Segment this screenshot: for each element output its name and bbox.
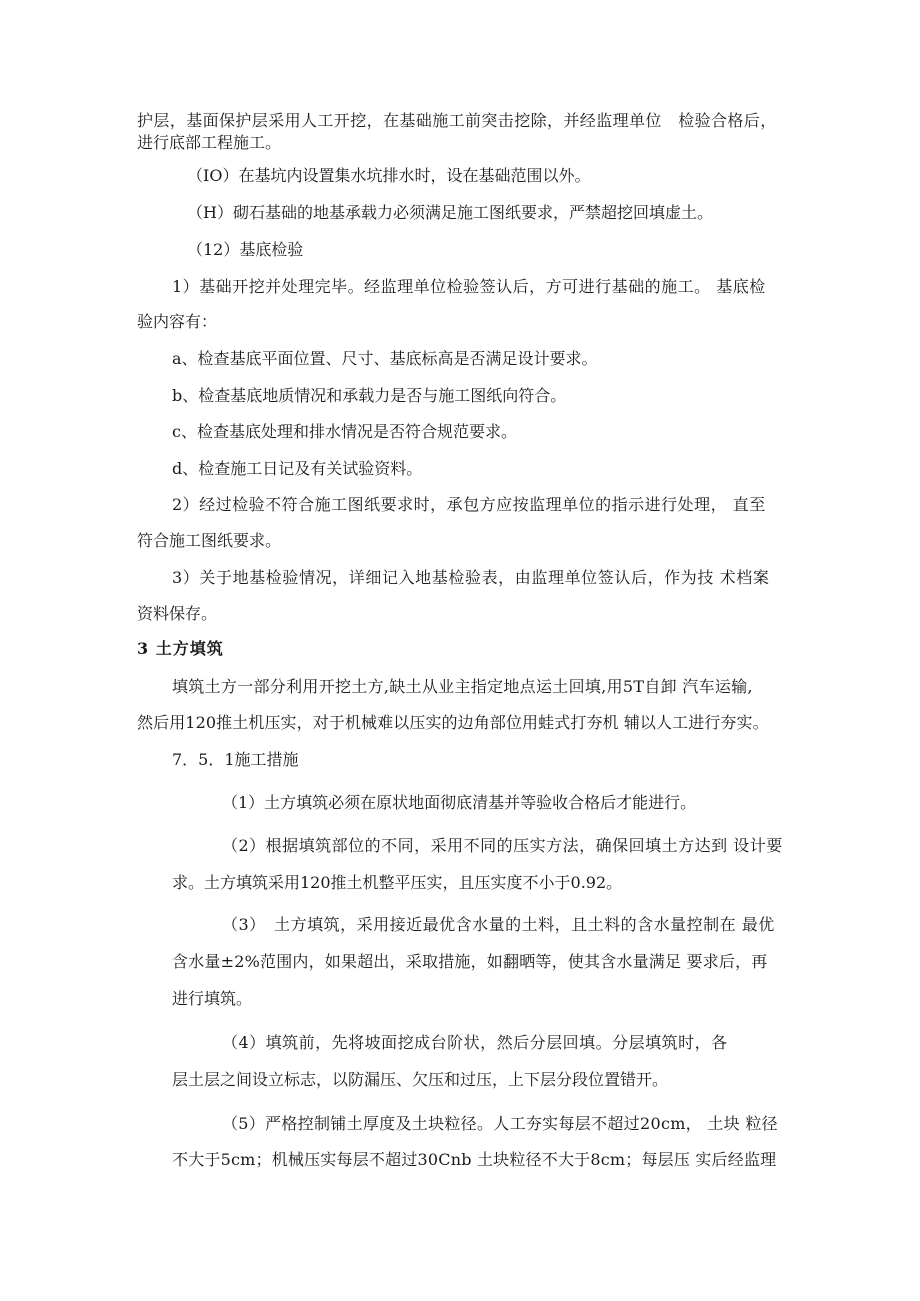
text-line: （H）砌石基础的地基承载力必须满足施工图纸要求，严禁超挖回填虚土。	[187, 203, 713, 222]
text-line: 进行底部工程施工。	[137, 133, 282, 152]
text-line: 求。土方填筑采用120推土机整平压实，且压实度不小于0.92。	[172, 873, 623, 892]
subsection-heading: 7．5．1施工措施	[172, 750, 299, 769]
text-line: 层土层之间设立标志，以防漏压、欠压和过压，上下层分段位置错开。	[172, 1070, 669, 1089]
text-line: 验内容有：	[137, 312, 218, 331]
text-line: （4）填筑前，先将坡面挖成台阶状，然后分层回填。分层填筑时，各	[222, 1033, 728, 1052]
text-line: 护层，基面保护层采用人工开挖，在基础施工前突击挖除，并经监理单位 检验合格后，	[137, 111, 777, 130]
text-line: （1）土方填筑必须在原状地面彻底清基并等验收合格后才能进行。	[222, 793, 697, 812]
text-line: 不大于5cm；机械压实每层不超过30Cnb 土块粒径不大于8cm；每层压 实后经监理	[172, 1150, 777, 1169]
text-line: 填筑土方一部分利用开挖土方,缺土从业主指定地点运土回填,用5T自卸 汽车运输,	[172, 677, 753, 696]
text-line: d、检查施工日记及有关试验资料。	[172, 459, 423, 478]
text-line: a、检查基底平面位置、尺寸、基底标高是否满足设计要求。	[172, 349, 598, 368]
text-line: （IO）在基坑内设置集水坑排水时，设在基础范围以外。	[187, 166, 591, 185]
text-line: c、检查基底处理和排水情况是否符合规范要求。	[172, 422, 517, 441]
text-line: （5）严格控制铺土厚度及土块粒径。人工夯实每层不超过20cm， 土块 粒径	[222, 1114, 778, 1133]
text-line: （2）根据填筑部位的不同，采用不同的压实方法，确保回填土方达到 设计要	[222, 836, 783, 855]
text-line: b、检查基底地质情况和承载力是否与施工图纸向符合。	[172, 386, 567, 405]
text-line: 含水量±2%范围内，如果超出，采取措施，如翻晒等，使其含水量满足 要求后，再	[172, 952, 768, 971]
text-line: （3） 土方填筑，采用接近最优含水量的土料，且土料的含水量控制在 最优	[222, 915, 775, 934]
text-line: 进行填筑。	[172, 989, 253, 1008]
text-line: （12）基底检验	[187, 240, 304, 259]
text-line: 2）经过检验不符合施工图纸要求时，承包方应按监理单位的指示进行处理， 直至	[172, 495, 766, 514]
text-line: 3）关于地基检验情况，详细记入地基检验表，由监理单位签认后，作为技 术档案	[172, 568, 770, 587]
text-line: 1）基础开挖并处理完毕。经监理单位检验签认后，方可进行基础的施工。 基底检	[172, 277, 766, 296]
text-line: 然后用120推土机压实，对于机械难以压实的边角部位用蛙式打夯机 辅以人工进行夯实。	[137, 713, 769, 732]
text-line: 符合施工图纸要求。	[137, 531, 282, 550]
text-line: 资料保存。	[137, 604, 218, 623]
section-heading: 3 土方填筑	[137, 639, 224, 658]
